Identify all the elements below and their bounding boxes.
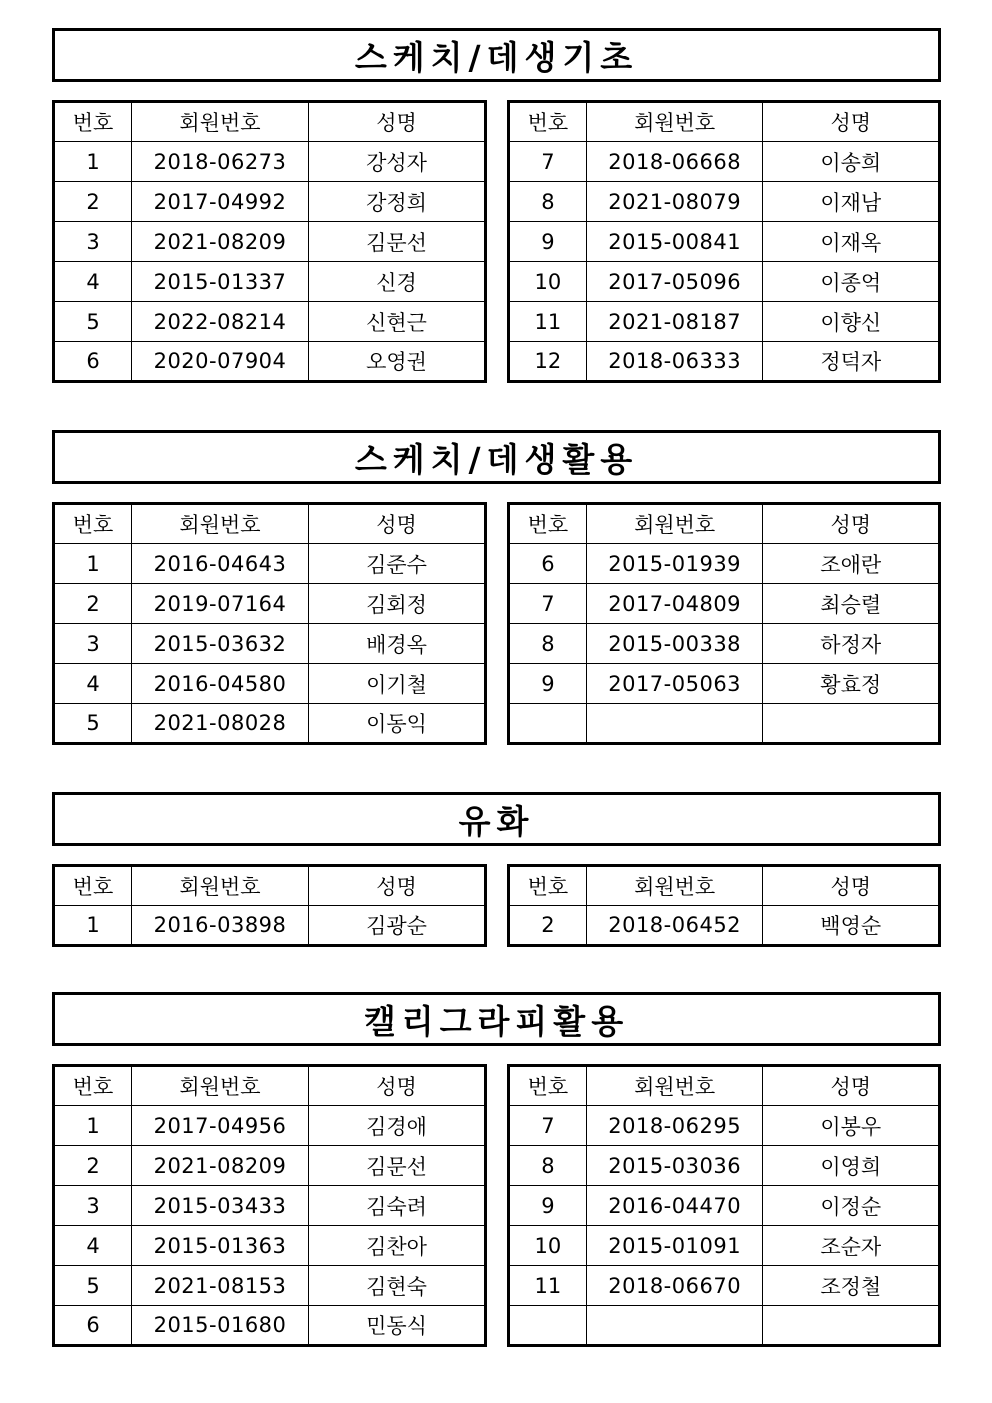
cell-member-id: 2015-00841 [586,222,763,262]
table-header-row [509,1066,940,1106]
cell-name: 최승렬 [763,584,940,624]
cell-no: 7 [509,1106,587,1146]
cell-name: 김문선 [309,1146,486,1186]
cell-member-id: 2018-06295 [586,1106,763,1146]
cell-member-id: 2018-06670 [586,1266,763,1306]
cell-no: 2 [509,906,587,946]
member-table-left [52,502,487,745]
cell-member-id: 2018-06668 [586,142,763,182]
cell-member-id [586,1306,763,1346]
cell-member-id: 2022-08214 [132,302,309,342]
cell-name: 백영순 [763,906,940,946]
cell-name: 신현근 [309,302,486,342]
cell-member-id: 2015-00338 [586,624,763,664]
cell-name: 김광순 [309,906,486,946]
cell-no: 10 [509,1226,587,1266]
cell-no: 1 [54,142,132,182]
table-row [509,1186,940,1226]
table-row [509,584,940,624]
cell-no: 5 [54,704,132,744]
cell-no: 9 [509,1186,587,1226]
cell-member-id: 2016-03898 [132,906,309,946]
table-row [54,302,486,342]
table-row [54,1306,486,1346]
cell-name: 이정순 [763,1186,940,1226]
table-header-row [509,504,940,544]
cell-name: 이재남 [763,182,940,222]
table-row [509,704,940,744]
cell-no: 8 [509,624,587,664]
cell-member-id: 2015-03036 [586,1146,763,1186]
cell-member-id: 2021-08209 [132,1146,309,1186]
table-row [509,262,940,302]
header-member-id: 회원번호 [586,866,763,906]
cell-name: 이영희 [763,1146,940,1186]
header-member-id: 회원번호 [132,102,309,142]
table-row [54,1146,486,1186]
cell-member-id: 2017-04809 [586,584,763,624]
header-no: 번호 [509,1066,587,1106]
cell-no: 1 [54,906,132,946]
cell-name: 강성자 [309,142,486,182]
table-row [54,906,486,946]
table-row [54,182,486,222]
cell-no: 9 [509,664,587,704]
header-no: 번호 [54,866,132,906]
table-row [509,302,940,342]
cell-no: 7 [509,584,587,624]
cell-member-id: 2021-08187 [586,302,763,342]
cell-member-id: 2017-05096 [586,262,763,302]
cell-name: 정덕자 [763,342,940,382]
header-no: 번호 [509,102,587,142]
table-row [54,222,486,262]
table-row [54,1266,486,1306]
table-row [54,664,486,704]
header-name: 성명 [763,1066,940,1106]
cell-name: 이향신 [763,302,940,342]
cell-name: 김경애 [309,1106,486,1146]
cell-no: 11 [509,1266,587,1306]
header-name: 성명 [309,504,486,544]
table-row [509,664,940,704]
table-row [54,1226,486,1266]
cell-no: 4 [54,1226,132,1266]
cell-no: 6 [509,544,587,584]
cell-no: 12 [509,342,587,382]
section-title: 캘리그라피활용 [52,992,941,1046]
header-name: 성명 [763,866,940,906]
cell-no: 2 [54,1146,132,1186]
cell-member-id [586,704,763,744]
header-member-id: 회원번호 [132,1066,309,1106]
cell-member-id: 2018-06333 [586,342,763,382]
table-header-row [54,866,486,906]
cell-no: 9 [509,222,587,262]
cell-member-id: 2017-04956 [132,1106,309,1146]
cell-no: 3 [54,1186,132,1226]
table-row [509,1226,940,1266]
member-table-left [52,1064,487,1347]
table-row [54,342,486,382]
cell-member-id: 2015-01680 [132,1306,309,1346]
cell-member-id: 2015-01363 [132,1226,309,1266]
header-name: 성명 [309,866,486,906]
table-row [54,544,486,584]
cell-name [763,1306,940,1346]
cell-no: 5 [54,302,132,342]
member-table-right [507,864,941,947]
cell-name: 김숙려 [309,1186,486,1226]
header-name: 성명 [309,102,486,142]
cell-name: 조애란 [763,544,940,584]
cell-name: 민동식 [309,1306,486,1346]
table-row [54,704,486,744]
cell-member-id: 2021-08209 [132,222,309,262]
cell-no: 6 [54,1306,132,1346]
table-row [509,182,940,222]
header-member-id: 회원번호 [586,102,763,142]
cell-name: 이봉우 [763,1106,940,1146]
cell-member-id: 2021-08153 [132,1266,309,1306]
cell-member-id: 2017-04992 [132,182,309,222]
table-row [509,906,940,946]
cell-no: 8 [509,182,587,222]
cell-name: 이동익 [309,704,486,744]
cell-name: 황효정 [763,664,940,704]
section-title: 스케치/데생기초 [52,28,941,82]
cell-no: 11 [509,302,587,342]
cell-name: 김찬아 [309,1226,486,1266]
header-no: 번호 [509,504,587,544]
header-member-id: 회원번호 [586,504,763,544]
cell-no: 1 [54,544,132,584]
cell-name: 이기철 [309,664,486,704]
table-row [54,1106,486,1146]
header-no: 번호 [509,866,587,906]
member-table-left [52,864,487,947]
cell-member-id: 2016-04643 [132,544,309,584]
cell-member-id: 2016-04580 [132,664,309,704]
table-header-row [509,866,940,906]
cell-member-id: 2015-03433 [132,1186,309,1226]
cell-member-id: 2015-01939 [586,544,763,584]
header-name: 성명 [763,504,940,544]
cell-name: 오영권 [309,342,486,382]
cell-member-id: 2020-07904 [132,342,309,382]
table-header-row [54,102,486,142]
table-header-row [54,1066,486,1106]
cell-no [509,1306,587,1346]
header-name: 성명 [763,102,940,142]
table-row [509,624,940,664]
cell-member-id: 2018-06273 [132,142,309,182]
table-row [509,1146,940,1186]
table-row [509,1306,940,1346]
cell-name: 하정자 [763,624,940,664]
cell-name: 김현숙 [309,1266,486,1306]
table-header-row [509,102,940,142]
cell-no: 4 [54,262,132,302]
cell-no: 8 [509,1146,587,1186]
table-row [54,262,486,302]
cell-no: 3 [54,222,132,262]
table-row [509,142,940,182]
cell-name: 김회정 [309,584,486,624]
cell-member-id: 2016-04470 [586,1186,763,1226]
cell-no: 7 [509,142,587,182]
header-no: 번호 [54,504,132,544]
cell-member-id: 2018-06452 [586,906,763,946]
cell-name [763,704,940,744]
cell-no: 3 [54,624,132,664]
header-no: 번호 [54,102,132,142]
table-row [509,1106,940,1146]
cell-no: 5 [54,1266,132,1306]
cell-name: 이송희 [763,142,940,182]
cell-member-id: 2017-05063 [586,664,763,704]
table-row [509,544,940,584]
table-row [54,142,486,182]
cell-member-id: 2021-08079 [586,182,763,222]
table-row [54,624,486,664]
header-name: 성명 [309,1066,486,1106]
member-table-right [507,100,941,383]
cell-name: 이재옥 [763,222,940,262]
cell-no: 4 [54,664,132,704]
member-table-right [507,1064,941,1347]
cell-name: 김문선 [309,222,486,262]
section-title: 스케치/데생활용 [52,430,941,484]
cell-name: 조순자 [763,1226,940,1266]
cell-name: 이종억 [763,262,940,302]
header-member-id: 회원번호 [132,866,309,906]
cell-name: 배경옥 [309,624,486,664]
cell-name: 신경 [309,262,486,302]
cell-member-id: 2019-07164 [132,584,309,624]
member-table-left [52,100,487,383]
header-member-id: 회원번호 [586,1066,763,1106]
cell-no: 1 [54,1106,132,1146]
table-row [509,222,940,262]
header-no: 번호 [54,1066,132,1106]
cell-name: 강정희 [309,182,486,222]
member-table-right [507,502,941,745]
table-header-row [54,504,486,544]
table-row [509,1266,940,1306]
header-member-id: 회원번호 [132,504,309,544]
cell-member-id: 2015-03632 [132,624,309,664]
cell-no: 2 [54,182,132,222]
table-row [54,1186,486,1226]
cell-member-id: 2015-01337 [132,262,309,302]
cell-no: 10 [509,262,587,302]
section-title: 유화 [52,792,941,846]
cell-no: 2 [54,584,132,624]
cell-no: 6 [54,342,132,382]
cell-name: 조정철 [763,1266,940,1306]
cell-no [509,704,587,744]
cell-member-id: 2015-01091 [586,1226,763,1266]
cell-member-id: 2021-08028 [132,704,309,744]
cell-name: 김준수 [309,544,486,584]
table-row [54,584,486,624]
table-row [509,342,940,382]
